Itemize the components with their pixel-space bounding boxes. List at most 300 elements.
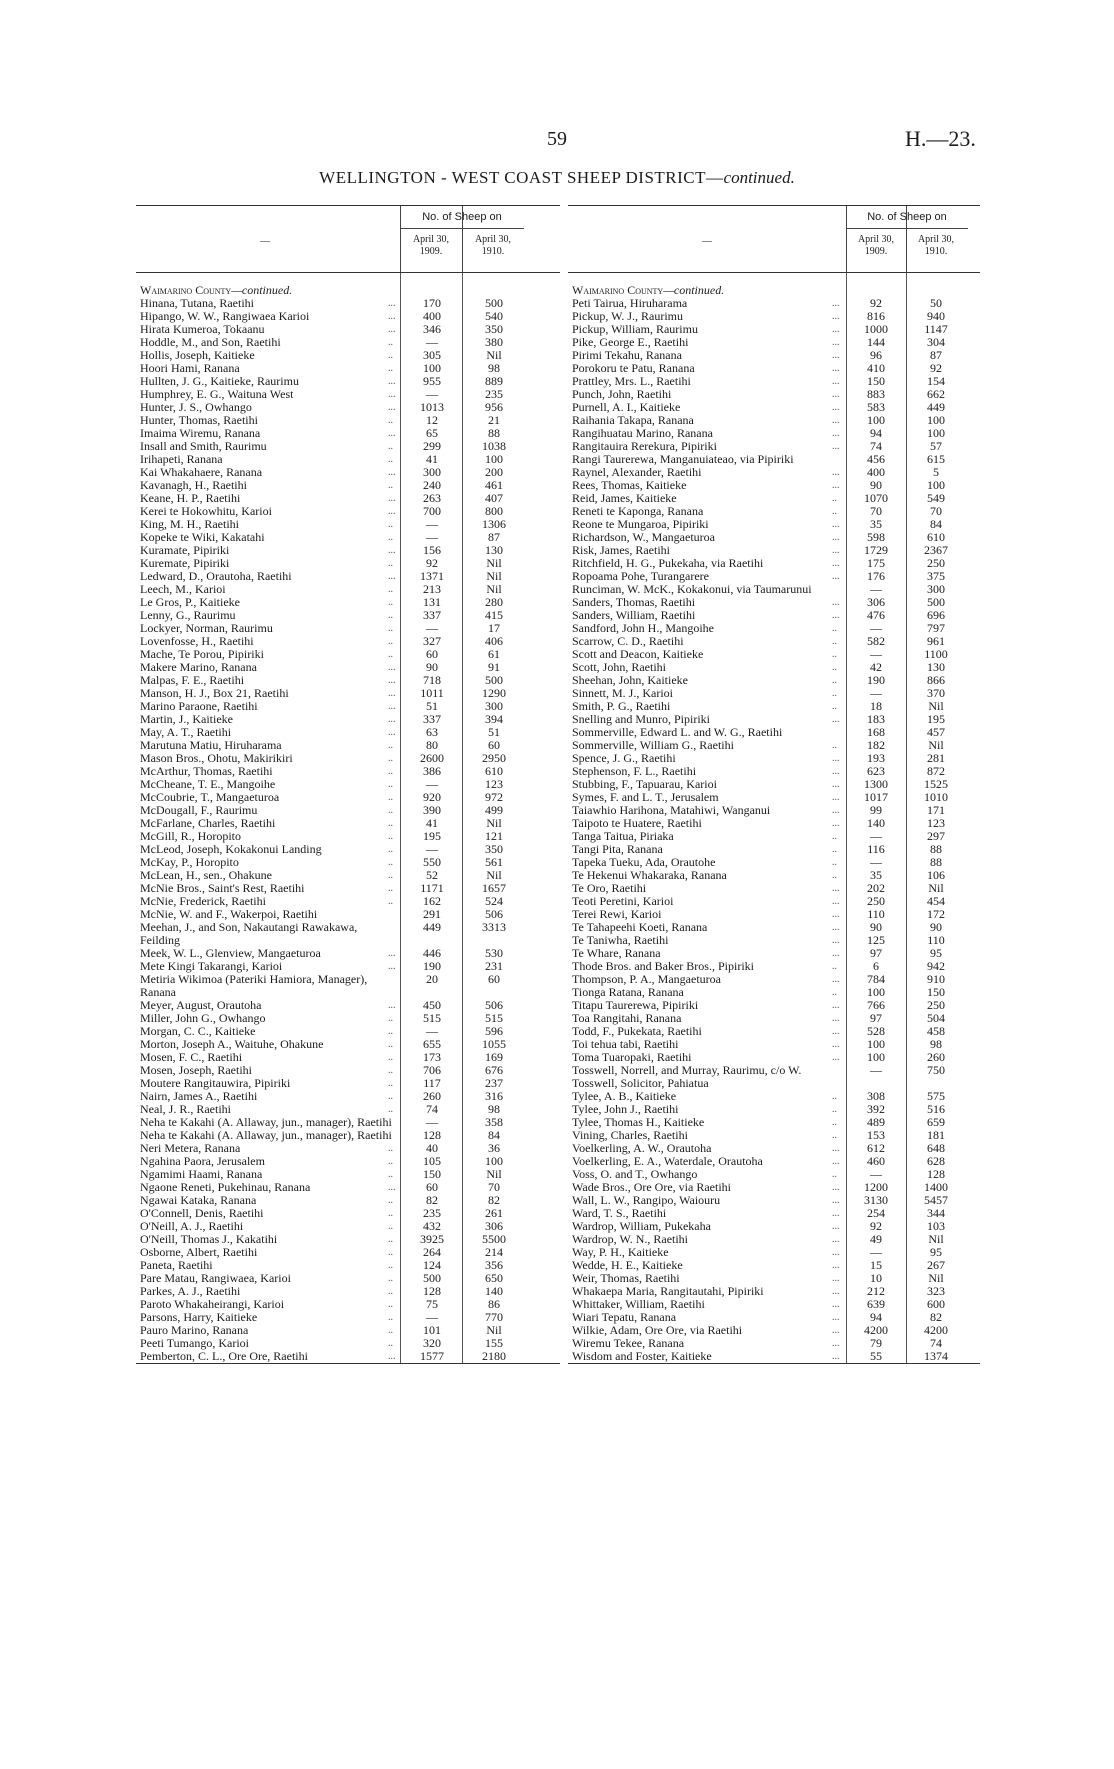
entry-name: Paneta, Raetihi xyxy=(140,1258,213,1272)
leader-dots: .. xyxy=(832,740,837,751)
left-table xyxy=(136,205,560,1364)
entry-name: Wiari Tepatu, Ranana xyxy=(572,1310,677,1324)
sheep-1909: 100 xyxy=(867,1050,885,1064)
sheep-1909: — xyxy=(870,647,882,661)
sheep-1910: 50 xyxy=(930,296,942,310)
entry-name: Hoddle, M., and Son, Raetihi xyxy=(140,335,281,349)
sheep-1910: 21 xyxy=(488,413,500,427)
entry-name: Toa Rangitahi, Ranana xyxy=(572,1011,682,1025)
leader-dots: ... xyxy=(388,493,396,504)
leader-dots: .. xyxy=(388,1013,393,1024)
sheep-1909: 920 xyxy=(423,790,441,804)
entry-name: Hullten, J. G., Kaitieke, Raurimu xyxy=(140,374,299,388)
leader-dots: .. xyxy=(388,1195,393,1206)
sheep-1909: 176 xyxy=(867,569,885,583)
entry-name: Teoti Peretini, Karioi xyxy=(572,894,674,908)
sheep-1910: 415 xyxy=(485,608,503,622)
sheep-1909: 63 xyxy=(426,725,438,739)
sheep-1909: 291 xyxy=(423,907,441,921)
sheep-1910: Nil xyxy=(486,1167,502,1181)
entry-name: Reneti te Kaponga, Ranana xyxy=(572,504,704,518)
sheep-1909: 320 xyxy=(423,1336,441,1350)
sheep-1909: 392 xyxy=(867,1102,885,1116)
leader-dots: .. xyxy=(388,519,393,530)
sheep-1910: 350 xyxy=(485,322,503,336)
sheep-1909: 170 xyxy=(423,296,441,310)
leader-dots: .. xyxy=(388,1286,393,1297)
entry-name: McLeod, Joseph, Kokakonui Landing xyxy=(140,842,322,856)
entry-name: Pike, George E., Raetihi xyxy=(572,335,689,349)
sheep-1909: 623 xyxy=(867,764,885,778)
sheep-1909: 718 xyxy=(423,673,441,687)
leader-dots: .. xyxy=(388,766,393,777)
sheep-1909: 1000 xyxy=(864,322,888,336)
sheep-1909: — xyxy=(870,621,882,635)
leader-dots: ... xyxy=(832,935,840,946)
entry-name: McKay, P., Horopito xyxy=(140,855,239,869)
entry-name: Wall, L. W., Rangipo, Waiouru xyxy=(572,1193,721,1207)
sheep-1910: Nil xyxy=(928,1232,944,1246)
leader-dots: ... xyxy=(832,1338,840,1349)
entry-name: Tosswell, Norrell, and Murray, Raurimu, c/o W. Tosswell, Solicitor, Pahiatua xyxy=(572,1063,802,1090)
leader-dots: ... xyxy=(832,1013,840,1024)
leader-dots: ... xyxy=(832,1286,840,1297)
leader-dots: ... xyxy=(832,792,840,803)
sheep-1909: 955 xyxy=(423,374,441,388)
leader-dots: .. xyxy=(832,701,837,712)
entry-name: Morgan, C. C., Kaitieke xyxy=(140,1024,256,1038)
sheep-1909: 1013 xyxy=(420,400,444,414)
sheep-1910: 98 xyxy=(930,1037,942,1051)
entry-name: Thompson, P. A., Mangaeturoa xyxy=(572,972,721,986)
sheep-1909: 35 xyxy=(870,517,882,531)
sheep-1909: 97 xyxy=(870,1011,882,1025)
leader-dots: .. xyxy=(388,1247,393,1258)
section-name: Waimarino County xyxy=(140,283,232,297)
leader-dots: ... xyxy=(832,1052,840,1063)
sheep-1909: — xyxy=(426,1024,438,1038)
leader-dots: .. xyxy=(388,610,393,621)
sheep-1909: — xyxy=(870,582,882,596)
sheep-1909: 1070 xyxy=(864,491,888,505)
entry-name: Reid, James, Kaitieke xyxy=(572,491,677,505)
sheep-1910: 237 xyxy=(485,1076,503,1090)
sheep-1909: 500 xyxy=(423,1271,441,1285)
sheep-1909: 100 xyxy=(867,413,885,427)
sheep-1910: 154 xyxy=(927,374,945,388)
entry-name: Hollis, Joseph, Kaitieke xyxy=(140,348,255,362)
sheep-1910: 3313 xyxy=(482,920,506,934)
sheep-1910: 628 xyxy=(927,1154,945,1168)
sheep-1910: 1374 xyxy=(924,1349,948,1363)
title-main: WELLINGTON - WEST COAST SHEEP DISTRICT— xyxy=(319,168,724,187)
sheep-1910: 123 xyxy=(485,777,503,791)
entry-name: Purnell, A. I., Kaitieke xyxy=(572,400,681,414)
sheep-1910: 316 xyxy=(485,1089,503,1103)
entry-name: Hunter, Thomas, Raetihi xyxy=(140,413,258,427)
leader-dots: ... xyxy=(832,1195,840,1206)
sheep-1910: Nil xyxy=(928,738,944,752)
entry-name: Sommerville, William G., Raetihi xyxy=(572,738,734,752)
sheep-1909: 79 xyxy=(870,1336,882,1350)
leader-dots: .. xyxy=(388,1156,393,1167)
sheep-1910: 5457 xyxy=(924,1193,948,1207)
entry-name: O'Connell, Denis, Raetihi xyxy=(140,1206,264,1220)
sheep-1909: 131 xyxy=(423,595,441,609)
sheep-1910: 696 xyxy=(927,608,945,622)
table-row xyxy=(136,1350,560,1363)
entry-name: McNie, W. and F., Wakerpoi, Raetihi xyxy=(140,907,318,921)
sheep-1910: 280 xyxy=(485,595,503,609)
sheep-1909: 337 xyxy=(423,712,441,726)
right-table-header xyxy=(568,206,980,273)
entry-name: Ngaone Reneti, Pukehinau, Ranana xyxy=(140,1180,311,1194)
leader-dots: .. xyxy=(388,1234,393,1245)
sheep-1910: 358 xyxy=(485,1115,503,1129)
sheep-1909: 460 xyxy=(867,1154,885,1168)
document-reference: H.—23. xyxy=(905,126,976,151)
sheep-1910: 956 xyxy=(485,400,503,414)
page-number: 59 xyxy=(547,128,567,150)
entry-name: Wilkie, Adam, Ore Ore, via Raetihi xyxy=(572,1323,743,1337)
sheep-1909: 6 xyxy=(873,959,879,973)
sheep-1909: — xyxy=(426,517,438,531)
entry-name: Mete Kingi Takarangi, Karioi xyxy=(140,959,283,973)
sheep-1910: 74 xyxy=(930,1336,942,1350)
leader-dots: ... xyxy=(388,571,396,582)
leader-dots: ... xyxy=(832,1325,840,1336)
sheep-1910: Nil xyxy=(486,816,502,830)
sheep-1909: 3925 xyxy=(420,1232,444,1246)
sheep-1909: 117 xyxy=(423,1076,441,1090)
sheep-1910: 2180 xyxy=(482,1349,506,1363)
sheep-1910: 5500 xyxy=(482,1232,506,1246)
sheep-1909: 883 xyxy=(867,387,885,401)
leader-dots: ... xyxy=(832,337,840,348)
sheep-1909: 18 xyxy=(870,699,882,713)
entry-name: Pirimi Tekahu, Ranana xyxy=(572,348,682,362)
sheep-1910: 214 xyxy=(485,1245,503,1259)
leader-dots: .. xyxy=(832,1091,837,1102)
sheep-1909: 55 xyxy=(870,1349,882,1363)
entry-name: Te Tahapeehi Koeti, Ranana xyxy=(572,920,708,934)
leader-dots: ... xyxy=(832,818,840,829)
sheep-1910: 130 xyxy=(927,660,945,674)
sheep-1909: — xyxy=(870,1167,882,1181)
sheep-1910: 1657 xyxy=(482,881,506,895)
entry-name: Imaima Wiremu, Ranana xyxy=(140,426,261,440)
sheep-1909: 4200 xyxy=(864,1323,888,1337)
entry-name: Neri Metera, Ranana xyxy=(140,1141,241,1155)
sheep-1909: 816 xyxy=(867,309,885,323)
sheep-1910: 504 xyxy=(927,1011,945,1025)
right-table xyxy=(568,205,980,1364)
entry-name: Tanga Taitua, Piriaka xyxy=(572,829,674,843)
leader-dots: .. xyxy=(388,1091,393,1102)
leader-dots: ... xyxy=(832,350,840,361)
entry-name: Le Gros, P., Kaitieke xyxy=(140,595,240,609)
leader-dots: ... xyxy=(832,1156,840,1167)
leader-dots: ... xyxy=(832,1026,840,1037)
sheep-1909: 101 xyxy=(423,1323,441,1337)
entry-name: Rees, Thomas, Kaitieke xyxy=(572,478,687,492)
sheep-1909: 60 xyxy=(426,647,438,661)
leader-dots: .. xyxy=(388,415,393,426)
sheep-1910: 500 xyxy=(485,673,503,687)
sheep-1909: 92 xyxy=(426,556,438,570)
entry-name: Wade Bros., Ore Ore, via Raetihi xyxy=(572,1180,731,1194)
sheep-1910: Nil xyxy=(486,348,502,362)
sheep-1909: 700 xyxy=(423,504,441,518)
sheep-1910: 51 xyxy=(488,725,500,739)
sheep-1910: 281 xyxy=(927,751,945,765)
sheep-1909: 582 xyxy=(867,634,885,648)
leader-dots: ... xyxy=(832,948,840,959)
sheep-1910: 889 xyxy=(485,374,503,388)
sheep-1909: 1729 xyxy=(864,543,888,557)
entry-name: Meyer, August, Orautoha xyxy=(140,998,262,1012)
entry-name: Way, P. H., Kaitieke xyxy=(572,1245,669,1259)
sheep-1910: 123 xyxy=(927,816,945,830)
sheep-1910: 17 xyxy=(488,621,500,635)
entry-name: Malpas, F. E., Raetihi xyxy=(140,673,245,687)
entry-name: Pare Matau, Rangiwaea, Karioi xyxy=(140,1271,291,1285)
leader-dots: ... xyxy=(388,376,396,387)
sheep-1909: 60 xyxy=(426,1180,438,1194)
sheep-1909: 74 xyxy=(870,439,882,453)
leader-dots: ... xyxy=(388,701,396,712)
leader-dots: ... xyxy=(832,389,840,400)
leader-dots: .. xyxy=(388,831,393,842)
sheep-1910: 87 xyxy=(930,348,942,362)
entry-name: Reone te Mungaroa, Pipiriki xyxy=(572,517,709,531)
sheep-1910: 88 xyxy=(930,842,942,856)
table-row xyxy=(568,1064,980,1090)
entry-name: Parkes, A. J., Raetihi xyxy=(140,1284,241,1298)
sheep-1909: 456 xyxy=(867,452,885,466)
sheep-1909: 156 xyxy=(423,543,441,557)
sheep-1909: 476 xyxy=(867,608,885,622)
sheep-1910: 610 xyxy=(927,530,945,544)
leader-dots: ... xyxy=(388,961,396,972)
entry-name: Spence, J. G., Raetihi xyxy=(572,751,676,765)
sheep-1909: 766 xyxy=(867,998,885,1012)
sheep-1909: 263 xyxy=(423,491,441,505)
leader-dots: .. xyxy=(388,337,393,348)
sheep-1909: 124 xyxy=(423,1258,441,1272)
sheep-1909: 51 xyxy=(426,699,438,713)
leader-dots: .. xyxy=(388,1078,393,1089)
leader-dots: ... xyxy=(388,428,396,439)
entry-name: Sanders, William, Raetihi xyxy=(572,608,696,622)
sheep-1910: 1525 xyxy=(924,777,948,791)
sheep-1910: Nil xyxy=(486,868,502,882)
sheep-1909: — xyxy=(426,530,438,544)
sheep-1909: 175 xyxy=(867,556,885,570)
sheep-1910: 267 xyxy=(927,1258,945,1272)
sheep-1909: 74 xyxy=(426,1102,438,1116)
sheep-1910: 128 xyxy=(927,1167,945,1181)
right-header-blank: — xyxy=(702,236,712,247)
entry-name: Terei Rewi, Karioi xyxy=(572,907,662,921)
leader-dots: .. xyxy=(388,1026,393,1037)
entry-name: Ropoama Pohe, Turangarere xyxy=(572,569,709,583)
entry-name: McCheane, T. E., Mangoihe xyxy=(140,777,276,791)
sheep-1909: — xyxy=(870,1063,882,1077)
leader-dots: ... xyxy=(832,324,840,335)
sheep-1909: 41 xyxy=(426,452,438,466)
sheep-1909: 20 xyxy=(426,972,438,986)
sheep-1909: 92 xyxy=(870,296,882,310)
entry-name: Tylee, John J., Raetihi xyxy=(572,1102,679,1116)
entry-name: Meek, W. L., Glenview, Mangaeturoa xyxy=(140,946,321,960)
sheep-1909: 432 xyxy=(423,1219,441,1233)
sheep-1909: 190 xyxy=(423,959,441,973)
entry-name: Kopeke te Wiki, Kakatahi xyxy=(140,530,265,544)
right-col2-header: April 30, 1910. xyxy=(917,234,955,257)
sheep-1909: 306 xyxy=(867,595,885,609)
sheep-1909: 42 xyxy=(870,660,882,674)
title-suffix: continued. xyxy=(723,168,795,187)
sheep-1909: 193 xyxy=(867,751,885,765)
sheep-1910: 250 xyxy=(927,556,945,570)
sheep-1910: 70 xyxy=(488,1180,500,1194)
entry-name: Mosen, Joseph, Raetihi xyxy=(140,1063,252,1077)
sheep-1909: 202 xyxy=(867,881,885,895)
leader-dots: ... xyxy=(832,1182,840,1193)
leader-dots: ... xyxy=(388,675,396,686)
leader-dots: .. xyxy=(388,350,393,361)
leader-dots: ... xyxy=(832,1234,840,1245)
leader-dots: .. xyxy=(388,792,393,803)
sheep-1909: 598 xyxy=(867,530,885,544)
sheep-1910: Nil xyxy=(486,582,502,596)
entry-name: Richardson, W., Mangaeturoa xyxy=(572,530,715,544)
entry-name: Tapeka Tueku, Ada, Orautohe xyxy=(572,855,716,869)
sheep-1910: 530 xyxy=(485,946,503,960)
page-title xyxy=(0,168,1114,188)
sheep-1909: 1171 xyxy=(420,881,444,895)
table-row xyxy=(136,973,560,999)
sheep-1910: 506 xyxy=(485,998,503,1012)
entry-name: Hirata Kumeroa, Tokaanu xyxy=(140,322,265,336)
sheep-1909: 655 xyxy=(423,1037,441,1051)
sheep-1910: 1010 xyxy=(924,790,948,804)
leader-dots: .. xyxy=(388,636,393,647)
sheep-1910: 90 xyxy=(930,920,942,934)
left-group-label: No. of Sheep on xyxy=(400,206,524,229)
left-col2-header: April 30, 1910. xyxy=(474,234,512,257)
leader-dots: .. xyxy=(832,857,837,868)
sheep-1909: 528 xyxy=(867,1024,885,1038)
leader-dots: .. xyxy=(388,532,393,543)
sheep-1909: 400 xyxy=(423,309,441,323)
entry-name: Irihapeti, Ranana xyxy=(140,452,223,466)
entry-name: Risk, James, Raetihi xyxy=(572,543,670,557)
entry-name: Manson, H. J., Box 21, Raetihi xyxy=(140,686,289,700)
sheep-1910: 750 xyxy=(927,1063,945,1077)
sheep-1910: 169 xyxy=(485,1050,503,1064)
sheep-1909: 100 xyxy=(423,361,441,375)
leader-dots: ... xyxy=(832,896,840,907)
sheep-1910: 87 xyxy=(488,530,500,544)
leader-dots: .. xyxy=(388,1221,393,1232)
sheep-1909: 449 xyxy=(423,920,441,934)
sheep-1910: 98 xyxy=(488,1102,500,1116)
sheep-1909: 784 xyxy=(867,972,885,986)
leader-dots: ... xyxy=(832,311,840,322)
entry-name: Symes, F. and L. T., Jerusalem xyxy=(572,790,719,804)
sheep-1910: 100 xyxy=(927,478,945,492)
sheep-1910: 260 xyxy=(927,1050,945,1064)
entry-name: Pemberton, C. L., Ore Ore, Raetihi xyxy=(140,1349,308,1363)
sheep-1909: — xyxy=(426,387,438,401)
sheep-1910: 797 xyxy=(927,621,945,635)
leader-dots: ... xyxy=(388,1351,396,1362)
leader-dots: ... xyxy=(388,402,396,413)
leader-dots: .. xyxy=(832,493,837,504)
leader-dots: .. xyxy=(388,1065,393,1076)
right-table-body xyxy=(568,273,980,1363)
sheep-1909: 173 xyxy=(423,1050,441,1064)
leader-dots: ... xyxy=(832,428,840,439)
entry-name: O'Neill, A. J., Raetihi xyxy=(140,1219,244,1233)
sheep-1909: 125 xyxy=(867,933,885,947)
leader-dots: .. xyxy=(832,688,837,699)
sheep-1910: 500 xyxy=(927,595,945,609)
leader-dots: ... xyxy=(388,467,396,478)
entry-name: Metiria Wikimoa (Pateriki Hamiora, Manager), Ranana xyxy=(140,972,368,999)
sheep-1909: 99 xyxy=(870,803,882,817)
leader-dots: ... xyxy=(388,727,396,738)
sheep-1909: 100 xyxy=(867,985,885,999)
entry-name: Toi tehua tabi, Raetihi xyxy=(572,1037,679,1051)
entry-name: Taiawhio Harihona, Matahiwi, Wanganui xyxy=(572,803,771,817)
entry-name: Ward, T. S., Raetihi xyxy=(572,1206,667,1220)
sheep-1909: — xyxy=(870,686,882,700)
sheep-1909: 40 xyxy=(426,1141,438,1155)
sheep-1910: 770 xyxy=(485,1310,503,1324)
sheep-1910: Nil xyxy=(928,1271,944,1285)
sheep-1910: 88 xyxy=(488,426,500,440)
sheep-1909: 1200 xyxy=(864,1180,888,1194)
entry-name: Neal, J. R., Raetihi xyxy=(140,1102,231,1116)
leader-dots: ... xyxy=(388,948,396,959)
leader-dots: .. xyxy=(388,844,393,855)
entry-name: McLean, H., sen., Ohakune xyxy=(140,868,272,882)
leader-dots: .. xyxy=(832,961,837,972)
sheep-1910: 406 xyxy=(485,634,503,648)
sheep-1910: 356 xyxy=(485,1258,503,1272)
sheep-1910: 60 xyxy=(488,738,500,752)
entry-name: Makere Marino, Ranana xyxy=(140,660,257,674)
leader-dots: .. xyxy=(388,1260,393,1271)
entry-name: Lenny, G., Raurimu xyxy=(140,608,236,622)
sheep-1909: 450 xyxy=(423,998,441,1012)
sheep-1910: 454 xyxy=(927,894,945,908)
entry-name: O'Neill, Thomas J., Kakatihi xyxy=(140,1232,278,1246)
entry-name: Smith, P. G., Raetihi xyxy=(572,699,671,713)
sheep-1909: 150 xyxy=(423,1167,441,1181)
leader-dots: ... xyxy=(388,714,396,725)
sheep-1910: 60 xyxy=(488,972,500,986)
sheep-1909: 49 xyxy=(870,1232,882,1246)
leader-dots: .. xyxy=(388,597,393,608)
entry-name: Tionga Ratana, Ranana xyxy=(572,985,684,999)
sheep-1910: Nil xyxy=(486,569,502,583)
entry-name: Ngahina Paora, Jerusalem xyxy=(140,1154,265,1168)
sheep-1910: 800 xyxy=(485,504,503,518)
